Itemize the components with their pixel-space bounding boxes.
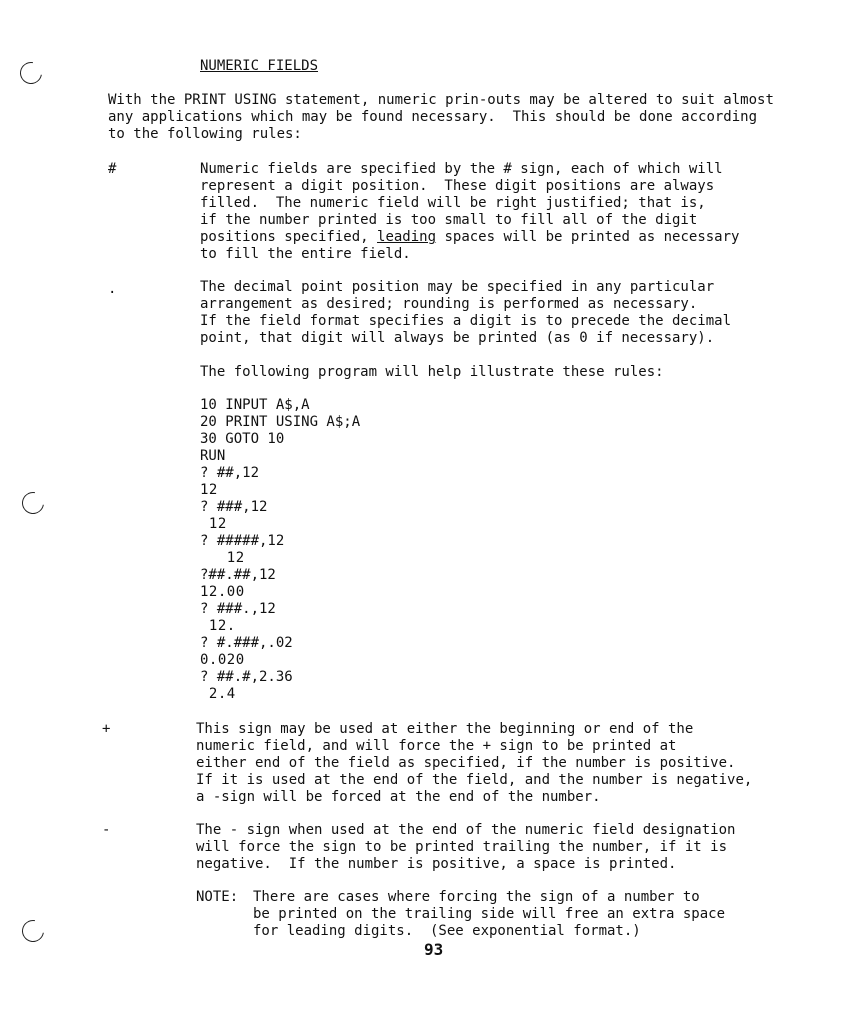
program-line: 30 GOTO 10 [200, 431, 285, 447]
program-line: ? ##.#,2.36 [200, 669, 293, 685]
program-line: ?##.##,12 [200, 567, 276, 583]
section-heading: NUMERIC FIELDS [200, 58, 319, 74]
rule-marker-hash: # [108, 161, 117, 177]
plus-rule-line-2: numeric field, and will force the + sign to be printed at [196, 738, 677, 754]
punch-hole-top [16, 58, 47, 89]
program-output: 12 [200, 482, 218, 498]
intro-line-1: With the PRINT USING statement, numeric prin-outs may be altered to suit almost [108, 92, 774, 108]
note-label: NOTE: [196, 889, 239, 905]
program-line: RUN [200, 448, 226, 464]
rule-marker-plus: + [102, 721, 111, 737]
dot-rule-line-4: point, that digit will always be printed (as 0 if necessary). [200, 330, 715, 346]
minus-rule-line-1: The - sign when used at the end of the numeric field designation [196, 822, 736, 838]
minus-rule-line-3: negative. If the number is positive, a space is printed. [196, 856, 677, 872]
program-line: ? #.###,.02 [200, 635, 293, 651]
hash-rule-line-5-pre: positions specified, [200, 229, 378, 245]
plus-rule-line-5: a -sign will be forced at the end of the number. [196, 789, 601, 805]
rule-marker-dot: . [108, 281, 117, 297]
leading-underlined: leading [377, 229, 437, 245]
page-number: 93 [424, 940, 444, 959]
punch-hole-bottom [18, 916, 49, 947]
rule-marker-minus: - [102, 822, 111, 838]
program-line: 20 PRINT USING A$;A [200, 414, 361, 430]
hash-rule-line-3: filled. The numeric field will be right justified; that is, [200, 195, 706, 211]
plus-rule-line-4: If it is used at the end of the field, and the number is negative, [196, 772, 753, 788]
program-output: 12. [200, 618, 236, 634]
program-line: ? #####,12 [200, 533, 285, 549]
program-output: 12 [200, 550, 245, 566]
note-line-2: be printed on the trailing side will free an extra space [253, 906, 726, 922]
note-line-1: There are cases where forcing the sign of a number to [253, 889, 700, 905]
hash-rule-line-4: if the number printed is too small to fill all of the digit [200, 212, 698, 228]
dot-rule-line-2: arrangement as desired; rounding is performed as necessary. [200, 296, 698, 312]
program-output: 12.00 [200, 584, 245, 600]
intro-line-3: to the following rules: [108, 126, 302, 142]
program-line: ? ###.,12 [200, 601, 276, 617]
program-intro: The following program will help illustrate these rules: [200, 364, 664, 380]
program-output: 0.020 [200, 652, 245, 668]
hash-rule-line-5-post: spaces will be printed as necessary [436, 229, 740, 245]
intro-line-2: any applications which may be found necessary. This should be done according [108, 109, 758, 125]
note-line-3: for leading digits. (See exponential format.) [253, 923, 641, 939]
hash-rule-line-2: represent a digit position. These digit positions are always [200, 178, 715, 194]
program-line: ? ##,12 [200, 465, 260, 481]
program-output: 2.4 [200, 686, 236, 702]
program-line: 10 INPUT A$,A [200, 397, 310, 413]
dot-rule-line-3: If the field format specifies a digit is to precede the decimal [200, 313, 732, 329]
program-output: 12 [200, 516, 227, 532]
plus-rule-line-1: This sign may be used at either the beginning or end of the [196, 721, 694, 737]
hash-rule-line-1: Numeric fields are specified by the # sign, each of which will [200, 161, 723, 177]
program-line: ? ###,12 [200, 499, 268, 515]
minus-rule-line-2: will force the sign to be printed trailing the number, if it is [196, 839, 728, 855]
hash-rule-line-6: to fill the entire field. [200, 246, 411, 262]
punch-hole-middle [18, 488, 49, 519]
hash-rule-line-5 [200, 229, 739, 246]
dot-rule-line-1: The decimal point position may be specified in any particular [200, 279, 715, 295]
plus-rule-line-3: either end of the field as specified, if the number is positive. [196, 755, 736, 771]
